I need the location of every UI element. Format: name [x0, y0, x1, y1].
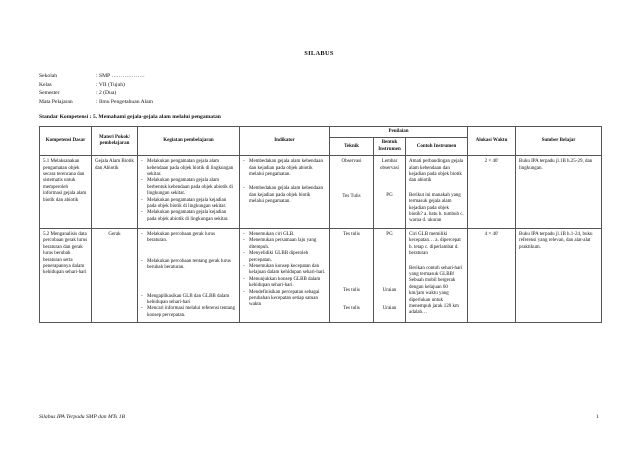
header-indikator: Indikator: [240, 127, 330, 156]
bentuk-b: PG: [386, 193, 393, 199]
header-teknik: Teknik: [330, 138, 374, 156]
teknik-b: Tes Tulis: [342, 193, 361, 199]
list-item: - Menemukan ciri GLB.: [243, 232, 326, 238]
info-key: Mata Pelajaran: [39, 98, 73, 105]
list-item: - Melakukan percobaan gerak lurus beraturan.: [141, 232, 236, 245]
footer-text: Silabus IPA Terpadu SMP dan MTs 1B: [39, 414, 125, 420]
kegiatan-cell: [138, 228, 240, 322]
contoh-c: Sebuah mobil bergerak dengan kelajuan 60 km/jam waktu yang diperlukan untuk menempuh jarak 120 km adalah…: [409, 278, 459, 316]
standard-label: Standar Kompetensi: [39, 114, 89, 120]
school-info: [39, 72, 153, 106]
contoh-a: Amati perbandingan gejala alam kebendaan dan kejadian pada objek biotik dan abiotik: [409, 159, 464, 184]
list-item: - Melakukan pengamatan gejala alam berbentuk kebendaan pada objek abiotik di lingkungan sekitar.: [141, 178, 236, 197]
kd-cell: 5.1 Melaksanakan pengamatan objek secara terencana dan sistematis untuk memperoleh informasi gejala alam biotik dan abiotik: [40, 156, 92, 229]
contoh-b: Berikan contoh sehari-hari yang termasuk GLBB!: [409, 265, 463, 277]
sumber-cell: Buku IPA terpadu jl.1B h.25-29, dan lingkungan.: [516, 156, 602, 229]
info-row-class: [39, 81, 153, 90]
teknik-b: Tes tulis: [343, 288, 360, 294]
list-item: - Mengaplikasikan GLB dan GLBB dalam kehidupan sehari-hari: [141, 294, 236, 307]
sumber-cell: Buku IPA terpadu jl.1B h.1-24, buku referensi yang relevan, dan alat-alat praktikum.: [516, 228, 602, 322]
teknik-cell: [330, 228, 374, 322]
bentuk-c: Uraian: [382, 305, 397, 311]
info-value: : SMP ………………: [96, 73, 145, 79]
list-item: - Mendefinisikan percepatan sebagai perubahan kecepatan setiap satuan waktu: [243, 290, 326, 309]
list-item: - Mencari informasi melalui referensi tentang konsep percepatan.: [141, 306, 236, 319]
standard-value: : 5. Memahami gejala-gejala alam melalui pengamatan: [89, 114, 221, 120]
header-materi: Materi Pokok/ pembelajaran: [92, 127, 138, 156]
list-item: - Melakukan pengamatan gejala alam kebendaan pada objek biotik di lingkungan sekitar.: [141, 159, 236, 178]
competency-standard: [39, 114, 221, 120]
header-penilaian: Penilaian: [330, 127, 468, 138]
info-key: Sekolah: [39, 73, 58, 79]
bentuk-cell: [374, 156, 406, 229]
header-contoh: Contoh Instrumen: [406, 138, 468, 156]
bentuk-cell: [374, 228, 406, 322]
kd-cell: 5.2 Menganalisis data percobaan gerak lurus beraturan dan gerak lurus berubah beraturan serta penerapannya dalam kehidupan sehari-hari: [40, 228, 92, 322]
indikator-cell: [240, 156, 330, 229]
header-bentuk: Bentuk Instrumen: [374, 138, 406, 156]
page-title: SILABUS: [304, 50, 334, 57]
info-row-semester: [39, 89, 153, 98]
list-item: - Melakukan percobaan tentang gerak lurus berubah beraturan.: [141, 259, 236, 272]
list-item: - Menemukan persamaan laju yang ditempuh.: [243, 238, 326, 251]
list-item: - Membedakan gejala alam kebendaan dan kejadian pada objek biotik melalui pengamatan.: [243, 186, 326, 205]
contoh-cell: [406, 228, 468, 322]
list-item: - Melakukan pengamatan gejala kejadian pada objek biotik di lingkungan sekitar.: [141, 198, 236, 211]
kegiatan-cell: [138, 156, 240, 229]
bentuk-a: PG: [386, 231, 393, 237]
header-alokasi: Alokasi Waktu: [468, 127, 516, 156]
info-key: Kelas: [39, 81, 52, 88]
alokasi-cell: 4 × 40': [468, 228, 516, 322]
alokasi-cell: 2 × 40': [468, 156, 516, 229]
info-value: : VII (Tujuh): [96, 81, 125, 88]
header-sumber: Sumber Belajar: [516, 127, 602, 156]
list-item: - Menyelidiki GLBB diperoleh percepatan.: [243, 251, 326, 264]
bentuk-b: Uraian: [382, 288, 397, 294]
bentuk-a: Lembar observasi: [380, 159, 399, 171]
info-value: : Ilmu Pengetahuan Alam: [96, 98, 154, 105]
contoh-cell: [406, 156, 468, 229]
table-row: [40, 156, 602, 229]
list-item: - Melakukan pengamatan gejala kejadian pada objek abiotik di lingkungan sekitar.: [141, 210, 236, 223]
syllabus-table: [39, 126, 602, 323]
teknik-c: Tes tulis: [343, 305, 360, 311]
list-item: - Menunjukkan konsep GLBB dalam kehidupan sehari-hari.: [243, 277, 326, 290]
page-number: 1: [596, 414, 599, 420]
info-row-school: [39, 72, 153, 81]
contoh-a: Ciri GLB memiliki kecepatan… a. dipercepat b. tetap c. diperlambat d. beraturan: [409, 231, 461, 257]
list-item: - Menemukan konsep kecepatan dan kelajuan dalam kehidupan sehari-hari.: [243, 264, 326, 277]
indikator-cell: [240, 228, 330, 322]
teknik-a: Observasi: [341, 159, 362, 165]
header-kegiatan: Kegiatan pembelajaran: [138, 127, 240, 156]
header-kd: Kompetensi Dasar: [40, 127, 92, 156]
info-row-subject: [39, 98, 153, 107]
materi-cell: Gejala Alam Biotik dan Abiotik: [92, 156, 138, 229]
table-row: [40, 228, 602, 322]
teknik-a: Tes tulis: [343, 231, 360, 237]
list-item: - Membedakan gejala alam kebendaan dan kejadian pada objek abiotik melalui pengamatan.: [243, 159, 326, 178]
info-key: Semester: [39, 90, 60, 97]
teknik-cell: [330, 156, 374, 229]
info-value: : 2 (Dua): [96, 90, 117, 97]
materi-cell: Gerak: [92, 228, 138, 322]
contoh-b: Berikut ini manakah yang termasuk gejala alam kejadian pada objek biotik? a. batu b. tumbuh c. warna d. ukuran: [409, 192, 464, 224]
